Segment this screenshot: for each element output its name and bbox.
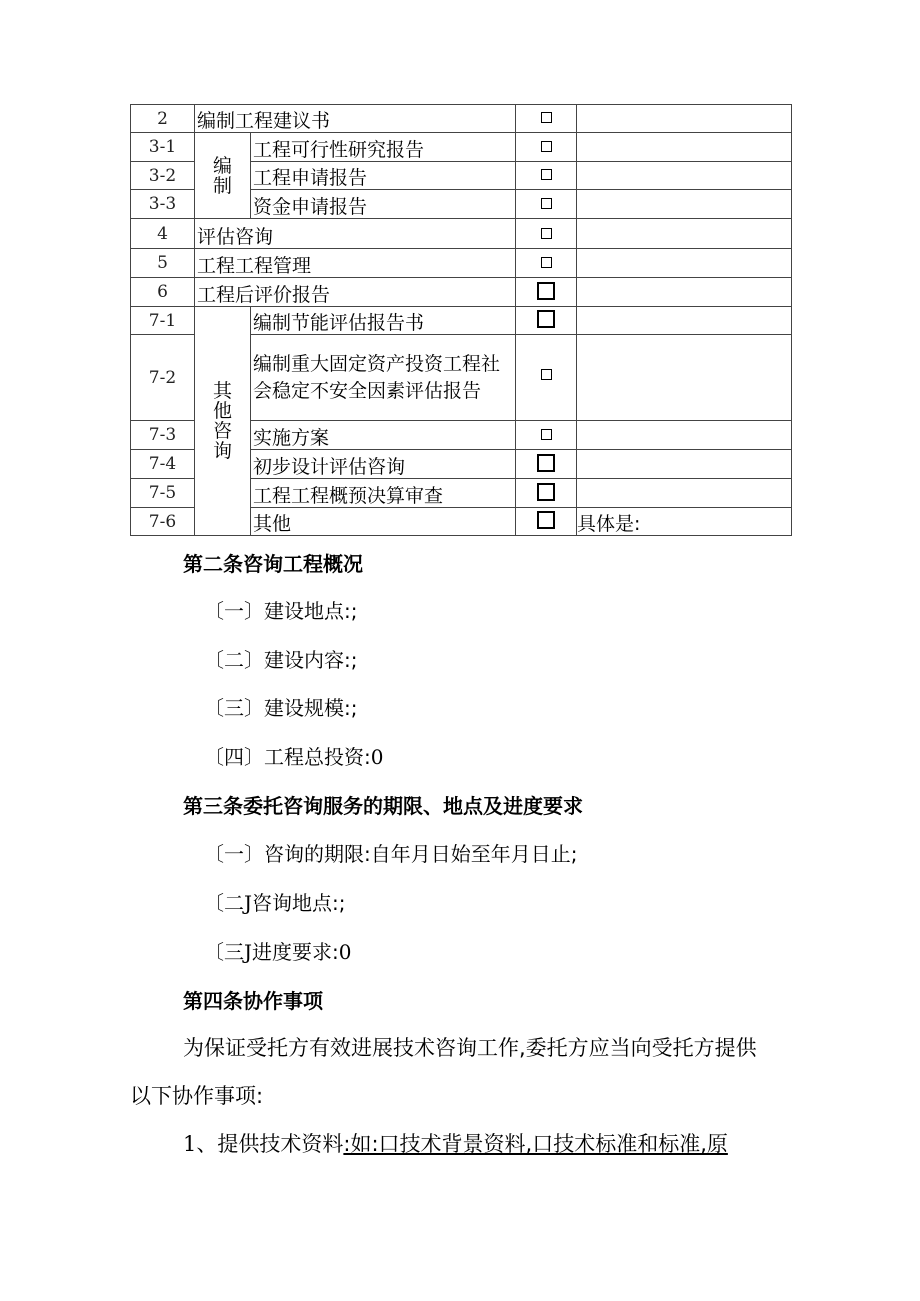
- service-item: 工程申请报告: [251, 162, 516, 190]
- checkbox-square[interactable]: [537, 511, 555, 529]
- remark-cell: [577, 307, 792, 335]
- row-number: 2: [131, 105, 195, 133]
- checkbox[interactable]: [516, 335, 577, 421]
- checkbox[interactable]: [516, 249, 577, 278]
- checkbox[interactable]: [516, 421, 577, 450]
- remark-cell: [577, 450, 792, 479]
- remark-cell: [577, 335, 792, 421]
- checkbox-square[interactable]: [541, 169, 552, 180]
- service-item: 初步设计评估咨询: [251, 450, 516, 479]
- checkbox-square[interactable]: [537, 310, 555, 328]
- service-item: 资金申请报告: [251, 190, 516, 219]
- row-number: 7-6: [131, 508, 195, 536]
- group-label-other: [195, 307, 251, 536]
- service-item: 实施方案: [251, 421, 516, 450]
- row-number: 3-1: [131, 133, 195, 162]
- checkbox[interactable]: [516, 278, 577, 307]
- article-3-item-3-text: 进度要求:: [252, 940, 339, 964]
- checkbox-square[interactable]: [541, 257, 552, 268]
- article-3-item-2-text: 咨询地点:;: [252, 891, 346, 915]
- remark-cell: [577, 421, 792, 450]
- remark-cell: [577, 133, 792, 162]
- service-item: 工程后评价报告: [195, 278, 516, 307]
- article-3-item-2-bracket: 〔二: [204, 891, 244, 915]
- article-2-item-2: 〔二〕建设内容:;: [204, 648, 358, 672]
- checkbox[interactable]: [516, 307, 577, 335]
- article-3-item-3: [204, 936, 352, 965]
- remark-cell: [577, 249, 792, 278]
- article-3-item-2-mark: J: [244, 891, 253, 915]
- group-label-text: 其他咨询: [212, 380, 232, 462]
- group-label-text: 编制: [212, 154, 232, 197]
- checkbox-square[interactable]: [541, 429, 552, 440]
- article-3-item-2: [204, 887, 346, 916]
- article-3-item-3-tail: 0: [338, 940, 352, 964]
- service-item: 其他: [251, 508, 516, 536]
- row-number: 6: [131, 278, 195, 307]
- row-number: 3-2: [131, 162, 195, 190]
- row-number: 7-4: [131, 450, 195, 479]
- service-item: 编制重大固定资产投资工程社会稳定不安全因素评估报告: [251, 335, 516, 421]
- checkbox-square[interactable]: [541, 198, 552, 209]
- article-4-heading: 第四条协作事项: [183, 989, 323, 1013]
- checkbox[interactable]: [516, 133, 577, 162]
- remark-cell: [577, 162, 792, 190]
- article-2-item-3: 〔三〕建设规模:;: [204, 696, 358, 720]
- checkbox-square[interactable]: [541, 228, 552, 239]
- checkbox-square[interactable]: [537, 454, 555, 472]
- checkbox[interactable]: [516, 105, 577, 133]
- row-number: 7-1: [131, 307, 195, 335]
- checkbox[interactable]: [516, 508, 577, 536]
- service-item: 工程工程概预决算审查: [251, 479, 516, 508]
- article-4-paragraph-line-1: 为保证受托方有效进展技术咨询工作,委托方应当向受托方提供: [183, 1036, 757, 1060]
- checkbox-square[interactable]: [537, 483, 555, 501]
- checkbox[interactable]: [516, 162, 577, 190]
- checkbox-square[interactable]: [537, 282, 555, 300]
- group-label-compile: [195, 133, 251, 219]
- remark-cell: [577, 105, 792, 133]
- row-number: 7-5: [131, 479, 195, 508]
- row-number: 7-2: [131, 335, 195, 421]
- service-item: 编制工程建议书: [195, 105, 516, 133]
- article-2-item-4-text: 〔四〕工程总投资:: [204, 745, 371, 769]
- checkbox[interactable]: [516, 450, 577, 479]
- remark-cell: [577, 479, 792, 508]
- service-item: 工程可行性研究报告: [251, 133, 516, 162]
- row-number: 3-3: [131, 190, 195, 219]
- article-3-heading: 第三条委托咨询服务的期限、地点及进度要求: [183, 794, 583, 818]
- specify-field[interactable]: 具体是:: [577, 508, 792, 536]
- remark-cell: [577, 190, 792, 219]
- remark-cell: [577, 219, 792, 249]
- checkbox-square[interactable]: [541, 112, 552, 123]
- consulting-services-table: [130, 104, 792, 536]
- article-2-item-4-tail: 0: [370, 745, 384, 769]
- service-item: 工程工程管理: [195, 249, 516, 278]
- article-4-item-1: [183, 1128, 728, 1158]
- article-3-item-1: 〔一〕咨询的期限:自年月日始至年月日止;: [204, 842, 578, 866]
- row-number: 7-3: [131, 421, 195, 450]
- checkbox[interactable]: [516, 219, 577, 249]
- article-2-heading: 第二条咨询工程概况: [183, 552, 363, 576]
- row-number: 4: [131, 219, 195, 249]
- checkbox-square[interactable]: [541, 369, 552, 380]
- article-2-item-4: [204, 741, 383, 770]
- checkbox[interactable]: [516, 190, 577, 219]
- service-item: 编制节能评估报告书: [251, 307, 516, 335]
- remark-cell: [577, 278, 792, 307]
- article-3-item-3-mark: J: [244, 940, 253, 964]
- article-4-item-1-label: 提供技术资料: [217, 1132, 344, 1156]
- article-3-item-3-bracket: 〔三: [204, 940, 244, 964]
- article-2-item-1: 〔一〕建设地点:;: [204, 599, 358, 623]
- checkbox-square[interactable]: [541, 141, 552, 152]
- article-4-item-1-number: 1、: [183, 1132, 218, 1156]
- article-4-paragraph-line-2: 以下协作事项:: [130, 1084, 264, 1108]
- checkbox[interactable]: [516, 479, 577, 508]
- row-number: 5: [131, 249, 195, 278]
- article-4-item-1-detail: :如:口技术背景资料,口技术标准和标准,原: [343, 1132, 728, 1156]
- service-item: 评估咨询: [195, 219, 516, 249]
